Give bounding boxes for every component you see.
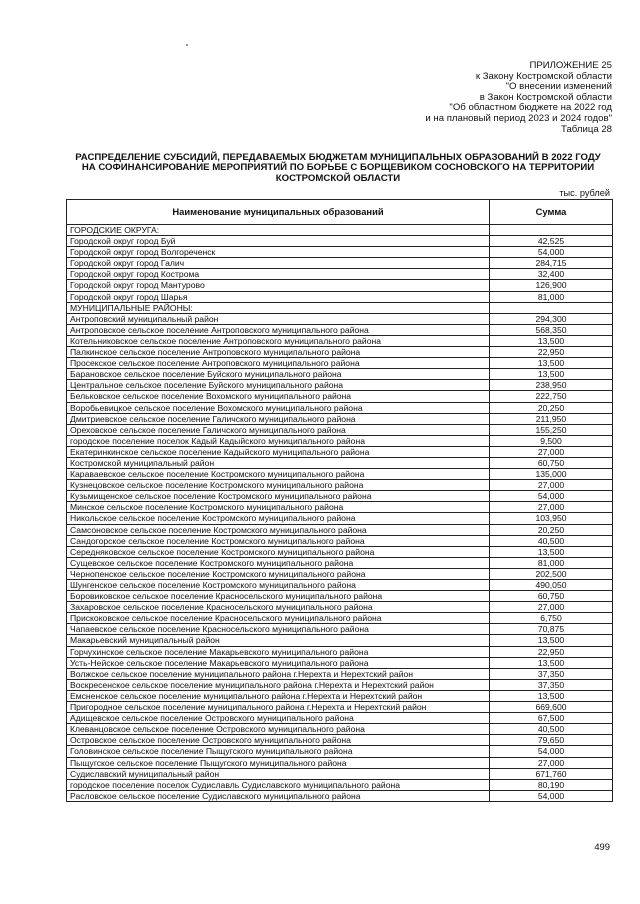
title-line: РАСПРЕДЕЛЕНИЕ СУБСИДИЙ, ПЕРЕДАВАЕМЫХ БЮДЖЕТАМ МУНИЦИПАЛЬНЫХ ОБРАЗОВАНИЙ В 2022 ГОДУ <box>75 152 601 163</box>
subsidy-amount: 27,000 <box>490 502 613 513</box>
table-row <box>67 524 613 535</box>
table-row <box>67 469 613 480</box>
subsidy-amount <box>490 225 613 236</box>
municipality-name: Пригородное сельское поселение муниципального района г.Нерехта и Нерехтский район <box>67 702 490 713</box>
municipality-name: Адищевское сельское поселение Островского муниципального района <box>67 713 490 724</box>
municipality-name: Костромской муниципальный район <box>67 457 490 468</box>
municipality-name: Городской округ город Волгореченск <box>67 247 490 258</box>
header-line: и на плановый период 2023 и 2024 годов" <box>425 112 612 124</box>
municipality-name: Емсненское сельское поселение муниципального района г.Нерехта и Нерехтский район <box>67 690 490 701</box>
municipality-name: Чапаевское сельское поселение Красносельского муниципального района <box>67 624 490 635</box>
subsidy-amount: 81,000 <box>490 557 613 568</box>
municipality-name: МУНИЦИПАЛЬНЫЕ РАЙОНЫ: <box>67 302 490 313</box>
header-line: "О внесении изменений <box>505 81 612 93</box>
table-row <box>67 568 613 579</box>
subsidy-amount: 155,250 <box>490 424 613 435</box>
subsidy-amount: 13,500 <box>490 635 613 646</box>
table-row <box>67 668 613 679</box>
municipality-name: Бельковское сельское поселение Вохомского муниципального района <box>67 391 490 402</box>
subsidy-amount: 37,350 <box>490 679 613 690</box>
subsidy-amount <box>490 302 613 313</box>
municipality-name: Городской округ город Буй <box>67 236 490 247</box>
table-row <box>67 702 613 713</box>
subsidy-amount: 54,000 <box>490 247 613 258</box>
header-line: к Закону Костромской области <box>475 70 612 82</box>
municipality-name: Кузьмищенское сельское поселение Костромского муниципального района <box>67 491 490 502</box>
table-row <box>67 402 613 413</box>
table-row <box>67 369 613 380</box>
municipality-name: Караваевское сельское поселение Костромского муниципального района <box>67 469 490 480</box>
table-row <box>67 557 613 568</box>
subsidy-amount: 238,950 <box>490 380 613 391</box>
subsidy-amount: 70,875 <box>490 624 613 635</box>
table-row <box>67 446 613 457</box>
table-row <box>67 779 613 790</box>
municipality-name: Просекское сельское поселение Антроповского муниципального района <box>67 358 490 369</box>
table-row <box>67 491 613 502</box>
table-row <box>67 225 613 236</box>
subsidy-amount: 40,500 <box>490 535 613 546</box>
table-row <box>67 502 613 513</box>
municipality-name: Минское сельское поселение Костромского муниципального района <box>67 502 490 513</box>
subsidy-amount: 669,600 <box>490 702 613 713</box>
municipality-name: Центральное сельское поселение Буйского муниципального района <box>67 380 490 391</box>
table-row <box>67 291 613 302</box>
municipality-name: Сущевское сельское поселение Костромского муниципального района <box>67 557 490 568</box>
subsidy-amount: 27,000 <box>490 602 613 613</box>
table-row <box>67 591 613 602</box>
municipality-name: Городской округ город Галич <box>67 258 490 269</box>
subsidy-amount: 54,000 <box>490 746 613 757</box>
municipality-name: Середняковское сельское поселение Костромского муниципального района <box>67 546 490 557</box>
municipality-name: Антроповское сельское поселение Антроповского муниципального района <box>67 324 490 335</box>
subsidy-amount: 135,000 <box>490 469 613 480</box>
table-row <box>67 513 613 524</box>
subsidy-amount: 37,350 <box>490 668 613 679</box>
table-row <box>67 657 613 668</box>
table-row <box>67 624 613 635</box>
subsidy-amount: 22,950 <box>490 347 613 358</box>
municipality-name: Самсоновское сельское поселение Костромского муниципального района <box>67 524 490 535</box>
header-line: в Закон Костромской области <box>479 91 612 103</box>
subsidy-amount: 13,500 <box>490 546 613 557</box>
table-row <box>67 735 613 746</box>
page-number: 499 <box>594 841 610 852</box>
table-row <box>67 535 613 546</box>
municipality-name: городское поселение поселок Судиславль Судиславского муниципального района <box>67 779 490 790</box>
subsidy-amount: 202,500 <box>490 568 613 579</box>
municipality-name: Воскресенское сельское поселение муниципального района г.Нерехта и Нерехтский район <box>67 679 490 690</box>
subsidy-amount: 490,050 <box>490 580 613 591</box>
subsidy-amount: 568,350 <box>490 324 613 335</box>
subsidy-amount: 54,000 <box>490 491 613 502</box>
municipality-name: Боровиковское сельское поселение Красносельского муниципального района <box>67 591 490 602</box>
table-row <box>67 424 613 435</box>
subsidy-amount: 9,500 <box>490 435 613 446</box>
municipality-name: Клеванцовское сельское поселение Островского муниципального района <box>67 724 490 735</box>
subsidy-amount: 126,900 <box>490 280 613 291</box>
municipality-name: Захаровское сельское поселение Красносельского муниципального района <box>67 602 490 613</box>
table-row <box>67 757 613 768</box>
units-label: тыс. рублей <box>559 188 610 198</box>
table-row <box>67 768 613 779</box>
municipality-name: Городской округ город Мантурово <box>67 280 490 291</box>
subsidy-amount: 671,760 <box>490 768 613 779</box>
table-row <box>67 457 613 468</box>
table-row <box>67 247 613 258</box>
subsidy-amount: 103,950 <box>490 513 613 524</box>
table-row <box>67 435 613 446</box>
subsidy-amount: 27,000 <box>490 480 613 491</box>
subsidy-amount: 40,500 <box>490 724 613 735</box>
municipality-name: Горчухинское сельское поселение Макарьевского муниципального района <box>67 646 490 657</box>
table-row <box>67 790 613 801</box>
municipality-name: Городской округ город Кострома <box>67 269 490 280</box>
municipality-name: ГОРОДСКИЕ ОКРУГА: <box>67 225 490 236</box>
subsidy-amount: 13,500 <box>490 369 613 380</box>
municipality-name: городское поселение поселок Кадый Кадыйского муниципального района <box>67 435 490 446</box>
subsidy-amount: 22,950 <box>490 646 613 657</box>
table-row <box>67 746 613 757</box>
table-row <box>67 236 613 247</box>
subsidy-amount: 79,650 <box>490 735 613 746</box>
table-row <box>67 380 613 391</box>
municipality-name: Сандогорское сельское поселение Костромского муниципального района <box>67 535 490 546</box>
municipality-name: Котельниковское сельское поселение Антроповского муниципального района <box>67 335 490 346</box>
subsidy-amount: 222,750 <box>490 391 613 402</box>
title-line: КОСТРОМСКОЙ ОБЛАСТИ <box>275 172 401 184</box>
table-row <box>67 302 613 313</box>
subsidy-amount: 13,500 <box>490 690 613 701</box>
subsidy-amount: 54,000 <box>490 790 613 801</box>
table-row <box>67 335 613 346</box>
table-row <box>67 613 613 624</box>
table-row <box>67 690 613 701</box>
header-line: Таблица 28 <box>561 123 612 135</box>
table-row <box>67 313 613 324</box>
municipality-name: Палкинское сельское поселение Антроповского муниципального района <box>67 347 490 358</box>
municipality-name: Чернопенское сельское поселение Костромского муниципального района <box>67 568 490 579</box>
subsidy-amount: 32,400 <box>490 269 613 280</box>
municipality-name: Ореховское сельское поселение Галичского муниципального района <box>67 424 490 435</box>
subsidy-amount: 13,500 <box>490 657 613 668</box>
subsidy-amount: 211,950 <box>490 413 613 424</box>
municipality-name: Барановское сельское поселение Буйского муниципального района <box>67 369 490 380</box>
subsidy-amount: 42,525 <box>490 236 613 247</box>
municipality-name: Антроповский муниципальный район <box>67 313 490 324</box>
subsidy-amount: 13,500 <box>490 358 613 369</box>
municipality-name: Макарьевский муниципальный район <box>67 635 490 646</box>
municipality-name: Пыщугское сельское поселение Пыщугского муниципального района <box>67 757 490 768</box>
header-line: ПРИЛОЖЕНИЕ 25 <box>529 60 612 71</box>
subsidy-amount: 20,250 <box>490 402 613 413</box>
table-row <box>67 358 613 369</box>
subsidy-amount: 27,000 <box>490 446 613 457</box>
municipality-name: Усть-Нейское сельское поселение Макарьевского муниципального района <box>67 657 490 668</box>
table-row <box>67 324 613 335</box>
column-header-amount: Сумма <box>490 200 613 225</box>
table-header-row <box>67 200 613 225</box>
table-row <box>67 646 613 657</box>
municipality-name: Шунгенское сельское поселение Костромского муниципального района <box>67 580 490 591</box>
table-row <box>67 269 613 280</box>
subsidy-amount: 13,500 <box>490 335 613 346</box>
subsidy-amount: 27,000 <box>490 757 613 768</box>
table-row <box>67 724 613 735</box>
municipality-name: Головинское сельское поселение Пыщугского муниципального района <box>67 746 490 757</box>
table-row <box>67 580 613 591</box>
municipality-name: Волжское сельское поселение муниципального района г.Нерехта и Нерехтский район <box>67 668 490 679</box>
table-body <box>67 225 613 802</box>
subsidy-amount: 81,000 <box>490 291 613 302</box>
subsidy-amount: 67,500 <box>490 713 613 724</box>
subsidy-amount: 20,250 <box>490 524 613 535</box>
subsidy-amount: 6,750 <box>490 613 613 624</box>
municipality-name: Расловское сельское поселение Судиславского муниципального района <box>67 790 490 801</box>
subsidy-amount: 284,715 <box>490 258 613 269</box>
table-row <box>67 713 613 724</box>
municipality-name: Кузнецовское сельское поселение Костромского муниципального района <box>67 480 490 491</box>
table-row <box>67 413 613 424</box>
table-row <box>67 280 613 291</box>
subsidy-table <box>66 199 613 802</box>
municipality-name: Островское сельское поселение Островского муниципального района <box>67 735 490 746</box>
subsidy-amount: 80,190 <box>490 779 613 790</box>
municipality-name: Екатеринкинское сельское поселение Кадыйского муниципального района <box>67 446 490 457</box>
title-line: НА СОФИНАНСИРОВАНИЕ МЕРОПРИЯТИЙ ПО БОРЬБЕ С БОРЩЕВИКОМ СОСНОВСКОГО НА ТЕРРИТОРИИ <box>81 162 595 174</box>
municipality-name: Прискоковское сельское поселение Красносельского муниципального района <box>67 613 490 624</box>
municipality-name: Городской округ город Шарья <box>67 291 490 302</box>
table-row <box>67 480 613 491</box>
header-line: "Об областном бюджете на 2022 год <box>449 102 612 114</box>
municipality-name: Судиславский муниципальный район <box>67 768 490 779</box>
table-row <box>67 347 613 358</box>
subsidy-amount: 60,750 <box>490 457 613 468</box>
table-row <box>67 679 613 690</box>
document-title <box>66 153 610 184</box>
column-header-name: Наименование муниципальных образований <box>67 200 490 225</box>
municipality-name: Дмитриевское сельское поселение Галичского муниципального района <box>67 413 490 424</box>
subsidy-amount: 294,300 <box>490 313 613 324</box>
scan-dot <box>186 44 188 46</box>
municipality-name: Никольское сельское поселение Костромского муниципального района <box>67 513 490 524</box>
table-row <box>67 391 613 402</box>
table-row <box>67 635 613 646</box>
table-row <box>67 258 613 269</box>
subsidy-amount: 60,750 <box>490 591 613 602</box>
municipality-name: Воробьевицкое сельское поселение Вохомского муниципального района <box>67 402 490 413</box>
table-row <box>67 546 613 557</box>
table-row <box>67 602 613 613</box>
appendix-header <box>425 61 612 135</box>
